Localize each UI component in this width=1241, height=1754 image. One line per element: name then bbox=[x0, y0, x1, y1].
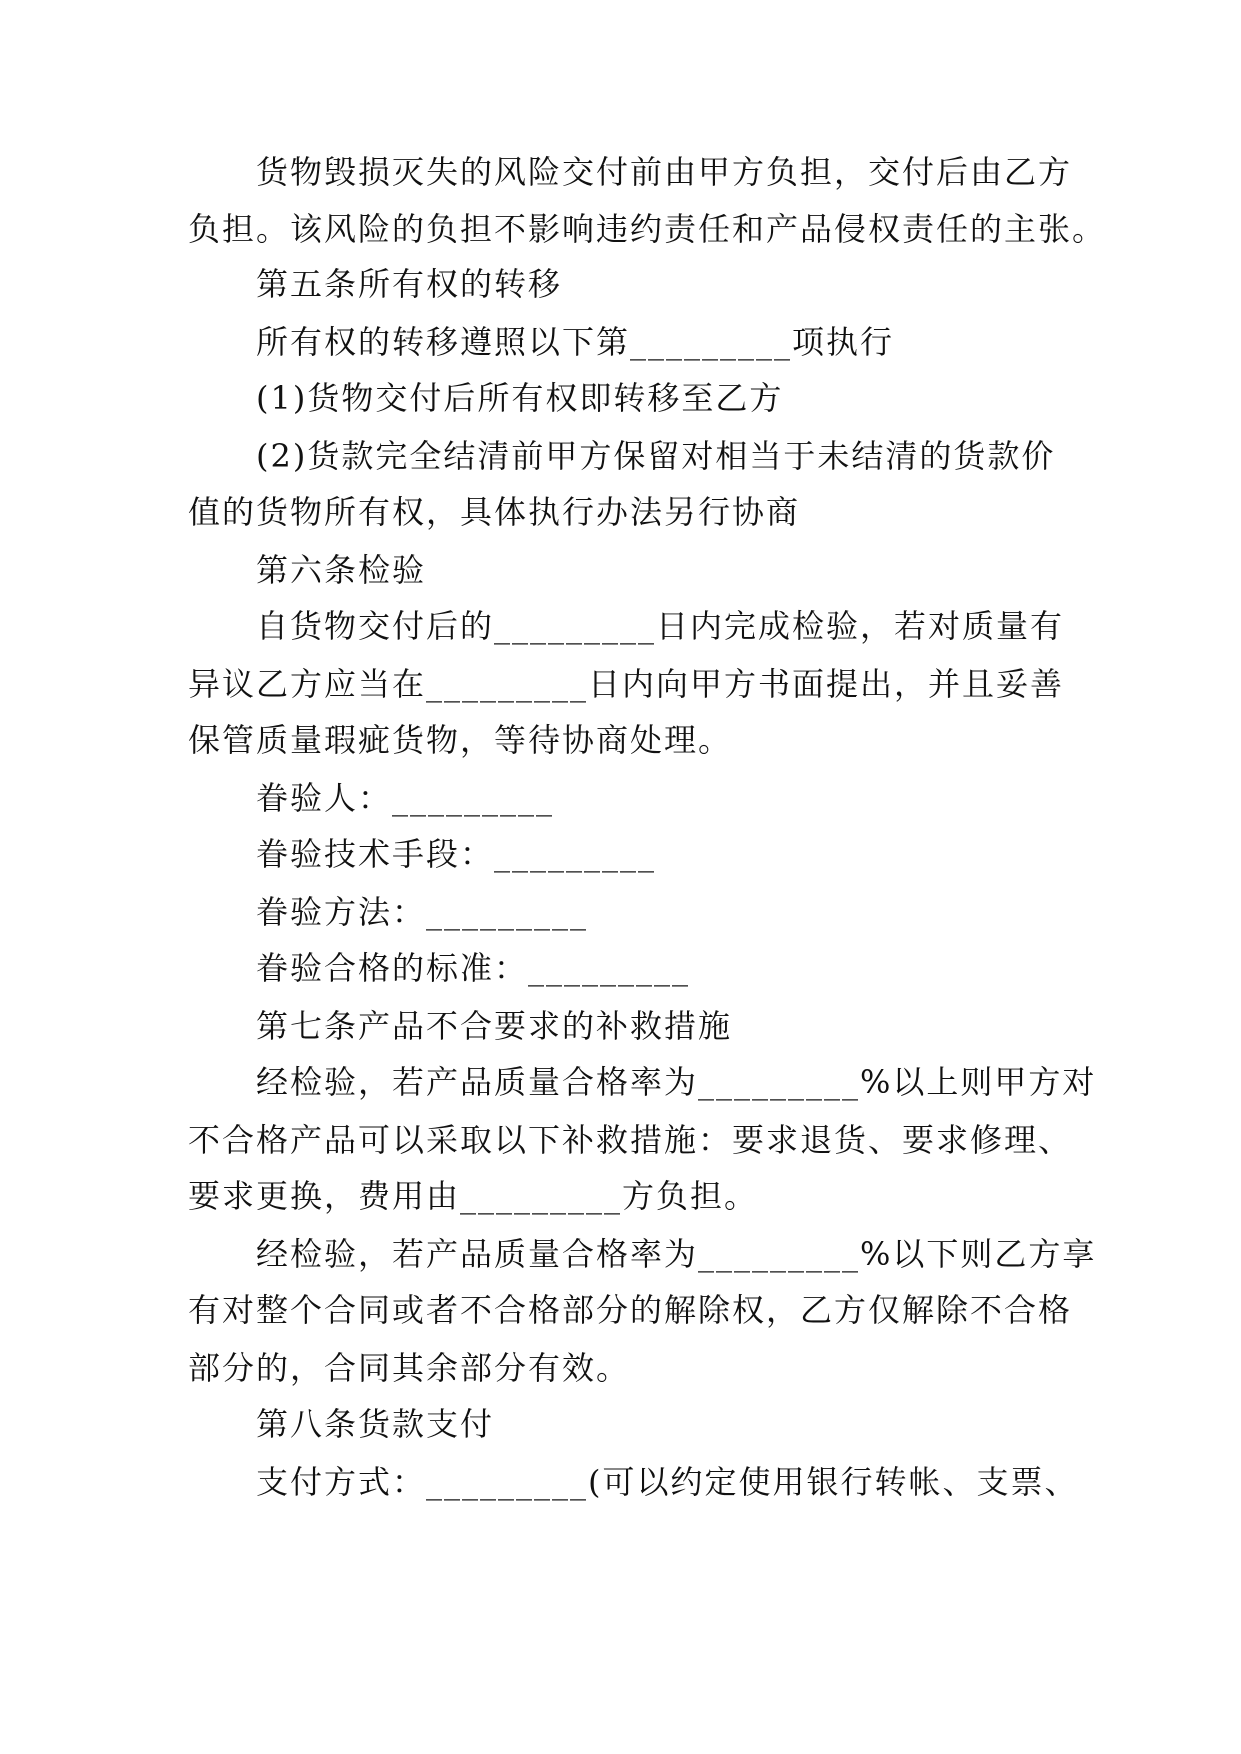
paragraph-line: 支付方式：_________(可以约定使用银行转帐、支票、 bbox=[256, 1463, 1079, 1501]
paragraph-line: 负担。该风险的负担不影响违约责任和产品侵权责任的主张。 bbox=[188, 210, 1107, 248]
form-field-line: 眷验合格的标准：_________ bbox=[256, 949, 691, 987]
paragraph-line: 经检验，若产品质量合格率为_________%以下则乙方享 bbox=[256, 1235, 1097, 1273]
form-field-line: 眷验方法：_________ bbox=[256, 893, 589, 931]
paragraph-line: 异议乙方应当在_________日内向甲方书面提出，并且妥善 bbox=[188, 665, 1065, 703]
paragraph-line: 自货物交付后的_________日内完成检验，若对质量有 bbox=[256, 607, 1065, 645]
paragraph-line: 有对整个合同或者不合格部分的解除权，乙方仅解除不合格 bbox=[188, 1291, 1073, 1329]
paragraph-line: 部分的，合同其余部分有效。 bbox=[188, 1349, 631, 1387]
paragraph-line: 经检验，若产品质量合格率为_________%以上则甲方对 bbox=[256, 1063, 1097, 1101]
section-heading: 第五条所有权的转移 bbox=[256, 265, 563, 303]
form-field-line: 眷验人：_________ bbox=[256, 779, 555, 817]
list-item: (1)货物交付后所有权即转移至乙方 bbox=[256, 379, 784, 417]
paragraph-line: 要求更换，费用由_________方负担。 bbox=[188, 1177, 759, 1215]
paragraph-line: 值的货物所有权，具体执行办法另行协商 bbox=[188, 493, 801, 531]
paragraph-line: 所有权的转移遵照以下第_________项执行 bbox=[256, 323, 895, 361]
form-field-line: 眷验技术手段：_________ bbox=[256, 835, 657, 873]
paragraph-line: 保管质量瑕疵货物，等待协商处理。 bbox=[188, 721, 733, 759]
paragraph-line: 货物毁损灭失的风险交付前由甲方负担，交付后由乙方 bbox=[256, 153, 1073, 191]
section-heading: 第八条货款支付 bbox=[256, 1405, 495, 1443]
list-item: (2)货款完全结清前甲方保留对相当于未结清的货款价 bbox=[256, 437, 1056, 475]
paragraph-line: 不合格产品可以采取以下补救措施：要求退货、要求修理、 bbox=[188, 1121, 1073, 1159]
section-heading: 第七条产品不合要求的补救措施 bbox=[256, 1007, 733, 1045]
section-heading: 第六条检验 bbox=[256, 551, 427, 589]
